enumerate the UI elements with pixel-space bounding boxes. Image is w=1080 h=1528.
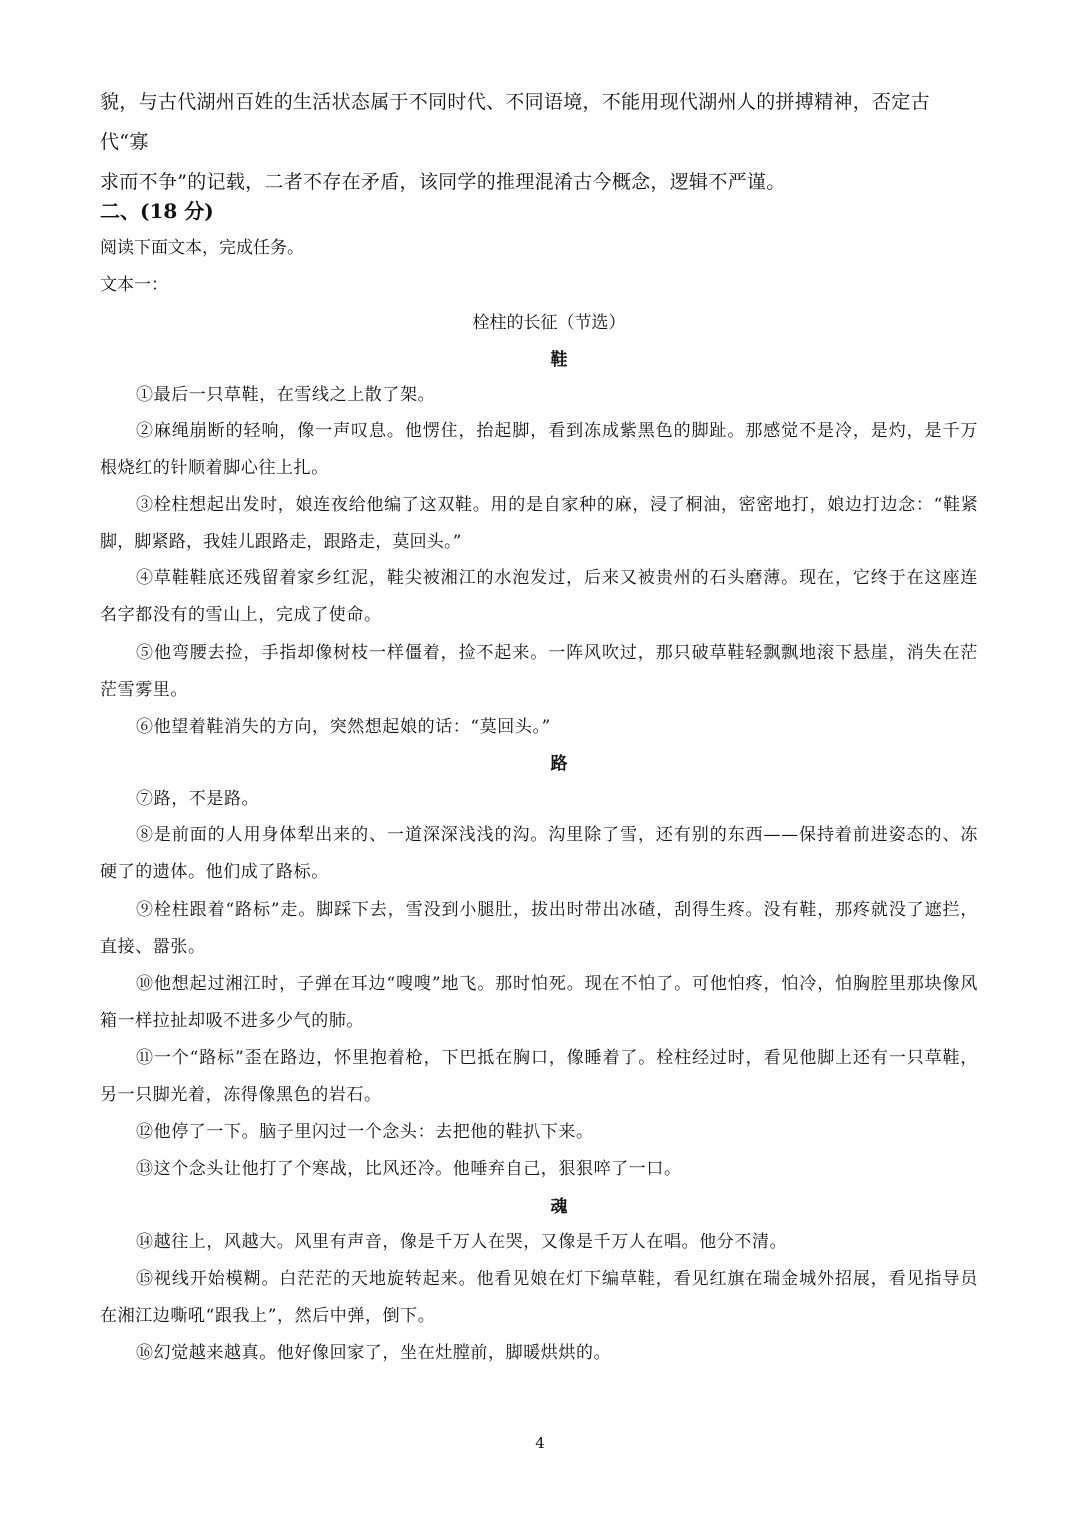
- paragraph-15: ⑮视线开始模糊。白茫茫的天地旋转起来。他看见娘在灯下编草鞋，看见红旗在瑞金城外招展，看见指导员在湘江边嘶吼“跟我上”，然后中弹，倒下。: [100, 1269, 978, 1326]
- paragraph-9: ⑨栓柱跟着“路标”走。脚踩下去，雪没到小腿肚，拔出时带出冰碴，刮得生疼。没有鞋，那疼就没了遮拦，直接、嚣张。: [100, 900, 978, 957]
- paragraph-2: ②麻绳崩断的轻响，像一声叹息。他愣住，抬起脚，看到冻成紫黑色的脚趾。那感觉不是冷，是灼，是千万根烧红的针顺着脚心往上扎。: [100, 421, 978, 478]
- subtitle-soul: 魂: [550, 1197, 568, 1217]
- page-number: 4: [535, 1434, 545, 1452]
- paragraph-8: ⑧是前面的人用身体犁出来的、一道深深浅浅的沟。沟里除了雪，还有别的东西——保持着前进姿态的、冻硬了的遗体。他们成了路标。: [100, 825, 978, 882]
- paragraph-11: ⑪一个“路标”歪在路边，怀里抱着枪，下巴抵在胸口，像睡着了。栓柱经过时，看见他脚上还有一只草鞋，另一只脚光着，冻得像黑色的岩石。: [100, 1048, 978, 1105]
- paragraph-12: ⑫他停了一下。脑子里闪过一个念头：去把他的鞋扒下来。: [136, 1122, 594, 1142]
- section-instruction: 阅读下面文本，完成任务。: [100, 238, 304, 258]
- text-label: 文本一：: [100, 275, 168, 295]
- intro-line-2: 求而不争”的记载，二者不存在矛盾，该同学的推理混淆古今概念，逻辑不严谨。: [100, 171, 786, 193]
- intro-line-1: 貌，与古代湖州百姓的生活状态属于不同时代、不同语境，不能用现代湖州人的拼搏精神，否定古代“寡: [100, 91, 930, 153]
- intro-continuation: [100, 82, 978, 202]
- paragraph-14: ⑭越往上，风越大。风里有声音，像是千万人在哭，又像是千万人在唱。他分不清。: [136, 1232, 788, 1252]
- paragraph-16: ⑯幻觉越来越真。他好像回家了，坐在灶膛前，脚暖烘烘的。: [136, 1343, 612, 1363]
- paragraph-3: ③栓柱想起出发时，娘连夜给他编了这双鞋。用的是自家种的麻，浸了桐油，密密地打，娘边打边念：“鞋紧脚，脚紧路，我娃儿跟路走，跟路走，莫回头。”: [100, 495, 978, 552]
- section-heading: 二、(18 分): [100, 199, 214, 223]
- paragraph-4: ④草鞋鞋底还残留着家乡红泥，鞋尖被湘江的水泡发过，后来又被贵州的石头磨薄。现在，它终于在这座连名字都没有的雪山上，完成了使命。: [100, 568, 978, 625]
- subtitle-road: 路: [550, 754, 568, 774]
- paragraph-5: ⑤他弯腰去捡，手指却像树枝一样僵着，捡不起来。一阵风吹过，那只破草鞋轻飘飘地滚下悬崖，消失在茫茫雪雾里。: [100, 643, 978, 700]
- paragraph-6: ⑥他望着鞋消失的方向，突然想起娘的话：“莫回头。”: [136, 717, 551, 737]
- article-title: 栓柱的长征（节选）: [472, 313, 626, 333]
- paragraph-13: ⑬这个念头让他打了个寒战，比风还冷。他唾弃自己，狠狠啐了一口。: [136, 1159, 682, 1179]
- paragraph-10: ⑩他想起过湘江时，子弹在耳边“嗖嗖”地飞。那时怕死。现在不怕了。可他怕疼，怕冷，怕胸腔里那块像风箱一样拉扯却吸不进多少气的肺。: [100, 974, 978, 1031]
- paragraph-7: ⑦路，不是路。: [136, 789, 260, 809]
- subtitle-shoe: 鞋: [550, 350, 568, 370]
- paragraph-1: ①最后一只草鞋，在雪线之上散了架。: [136, 385, 436, 405]
